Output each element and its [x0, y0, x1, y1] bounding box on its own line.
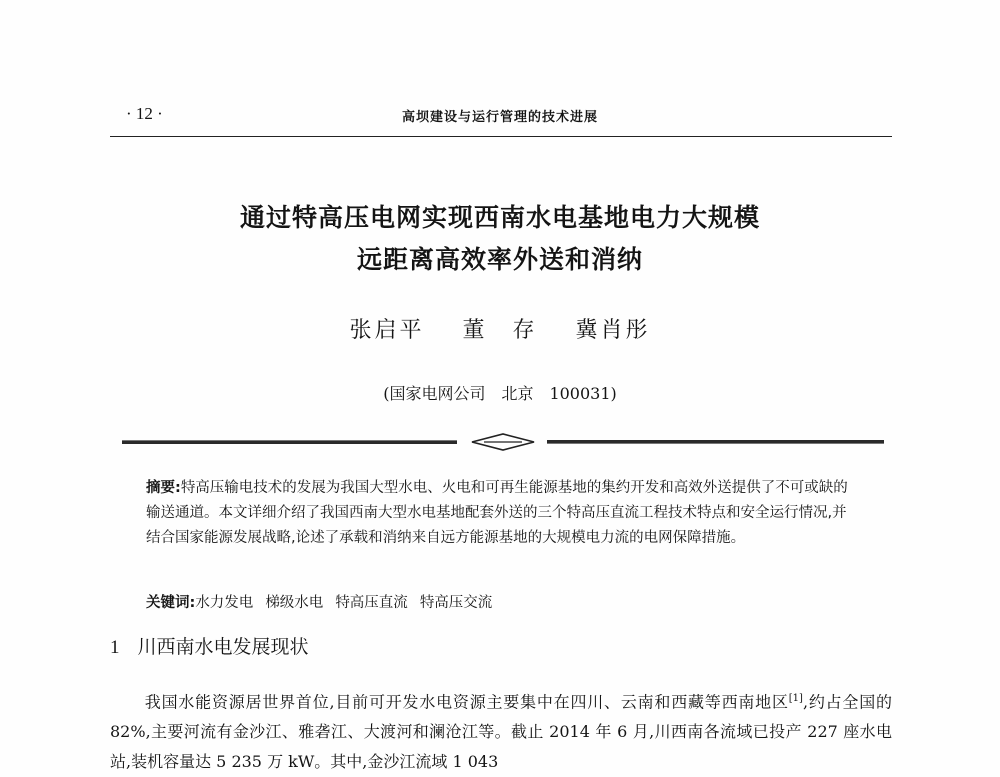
body-text-part-2: ,约占全国的82%,主要河流有金沙江、雅砻江、大渡河和澜沧江等。截止 2014 年 6 月,川西南各流域已投产 227 座水电站,装机容量达 5 235 万 kW。其中,金沙江流域 1 043 — [110, 692, 892, 772]
keyword-2: 梯级水电 — [265, 595, 324, 611]
keyword-1: 水力发电 — [195, 595, 254, 611]
keywords-label: 关键词: — [146, 595, 196, 611]
keyword-3: 特高压直流 — [335, 595, 408, 611]
abstract — [146, 476, 854, 551]
running-head: 高坝建设与运行管理的技术进展 — [401, 110, 598, 125]
paper-title-line-1: 通过特高压电网实现西南水电基地电力大规模 — [239, 203, 760, 232]
section-title: 川西南水电发展现状 — [137, 636, 309, 658]
affiliation: (国家电网公司 北京 100031) — [383, 384, 617, 403]
section-heading — [110, 632, 309, 659]
abstract-text: 特高压输电技术的发展为我国大型水电、火电和可再生能源基地的集约开发和高效外送提供了不可或缺的输送通道。本文详细介绍了我国西南大型水电基地配套外送的三个特高压直流工程技术特点和安全运行情况,并结合国家能源发展战略,论述了承载和消纳来自远方能源基地的大规模电力流的电网保障措施。 — [146, 480, 848, 546]
citation-1: [1] — [788, 693, 803, 704]
ornamental-divider — [122, 432, 884, 452]
keywords — [146, 591, 854, 612]
keyword-4: 特高压交流 — [419, 595, 493, 611]
author-3: 冀肖彤 — [575, 318, 651, 343]
abstract-label: 摘要: — [146, 480, 181, 496]
author-2: 董 存 — [462, 318, 538, 343]
page-number: · 12 · — [126, 104, 163, 123]
body-text-part-1: 我国水能资源居世界首位,目前可开发水电资源主要集中在四川、云南和西藏等西南地区 — [144, 692, 789, 712]
author-1: 张启平 — [349, 318, 425, 343]
body-paragraph — [110, 684, 892, 777]
author-list — [0, 313, 1000, 344]
header-rule — [110, 136, 892, 137]
section-number: 1 — [110, 637, 120, 658]
paper-title-line-2: 远距离高效率外送和消纳 — [356, 245, 643, 274]
